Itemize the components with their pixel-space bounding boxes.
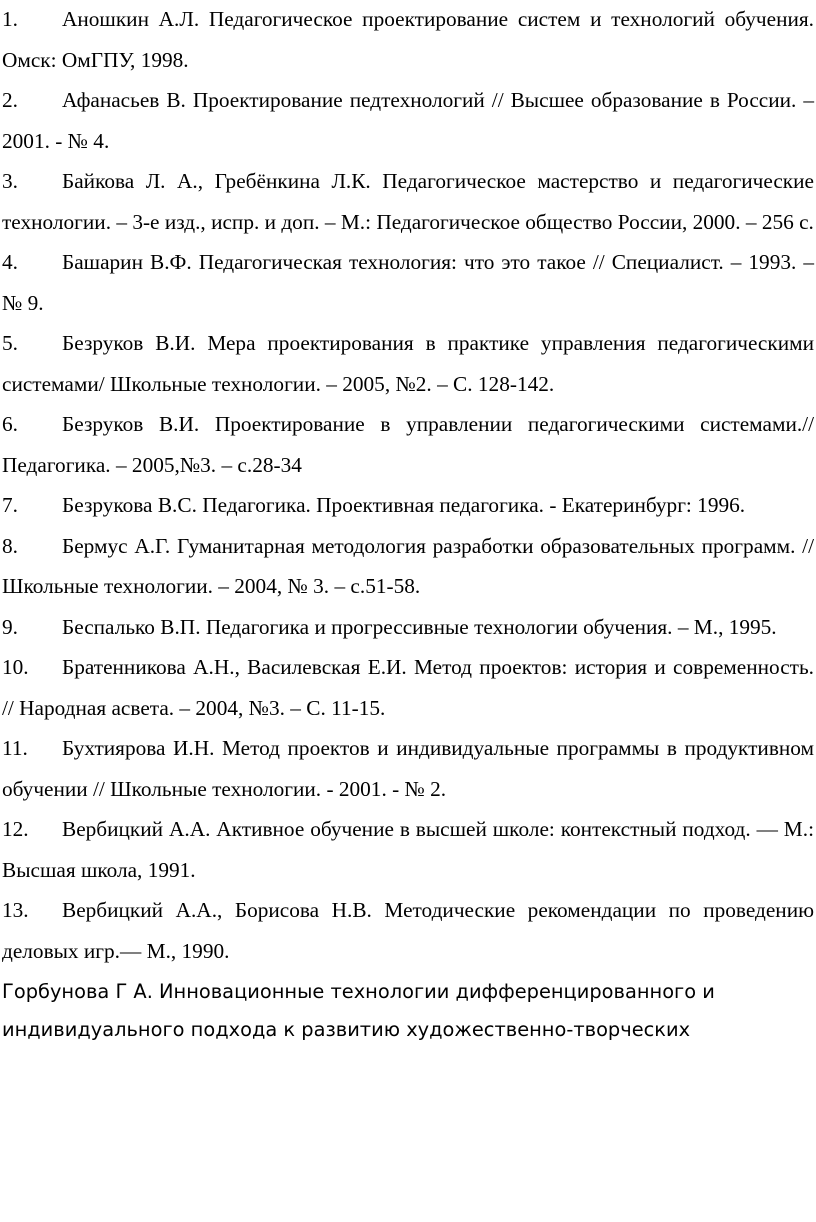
reference-item: [2, 404, 814, 485]
reference-number: 7.: [2, 493, 18, 517]
reference-text: Братенникова А.Н., Василевская Е.И. Метод проектов: история и современность. // Народная асвета. – 2004, №3. – С. 11-15.: [2, 655, 814, 720]
reference-number: 9.: [2, 614, 18, 639]
reference-item: [2, 526, 814, 607]
reference-number: 5.: [2, 331, 18, 355]
reference-text: Бухтиярова И.Н. Метод проектов и индивидуальные программы в продуктивном обучении // Школьные технологии. - 2001. - № 2.: [2, 736, 814, 801]
reference-text: Аношкин А.Л. Педагогическое проектирование систем и технологий обучения. Омск: ОмГПУ, 1998.: [2, 7, 814, 72]
reference-item: [2, 323, 814, 404]
reference-item: [2, 809, 814, 890]
reference-number: 6.: [2, 412, 18, 436]
reference-item: [2, 890, 814, 971]
reference-text: Башарин В.Ф. Педагогическая технология: что это такое // Специалист. – 1993. – № 9.: [2, 250, 814, 315]
reference-item: [2, 0, 814, 80]
reference-text: Беспалько В.П. Педагогика и прогрессивные технологии обучения. – М., 1995.: [62, 614, 777, 639]
trailing-paragraph: Горбунова Г А. Инновационные технологии дифференцированного и индивидуального подхода к развитию художественно-творческих: [2, 980, 715, 1041]
reference-item: [2, 647, 814, 728]
reference-number: 4.: [2, 250, 18, 274]
reference-text: Безруков В.И. Проектирование в управлении педагогическими системами.// Педагогика. – 2005,№3. – с.28-34: [2, 412, 814, 477]
reference-number: 12.: [2, 817, 29, 841]
reference-number: 2.: [2, 88, 18, 112]
reference-number: 13.: [2, 898, 29, 922]
reference-number: 11.: [2, 736, 28, 760]
reference-text: Бермус А.Г. Гуманитарная методология разработки образовательных программ. // Школьные технологии. – 2004, № 3. – с.51-58.: [2, 533, 814, 598]
reference-item: [2, 607, 814, 648]
reference-number: 1.: [2, 7, 18, 31]
reference-item: [2, 242, 814, 323]
reference-text: Вербицкий А.А. Активное обучение в высшей школе: контекстный подход. — М.: Высшая школа, 1991.: [2, 817, 814, 882]
reference-list: [2, 0, 814, 971]
reference-text: Безруков В.И. Мера проектирования в практике управления педагогическими системами/ Школьные технологии. – 2005, №2. – С. 128-142.: [2, 331, 814, 396]
reference-item: [2, 485, 814, 526]
reference-item: [2, 80, 814, 161]
reference-number: 10.: [2, 655, 29, 679]
reference-text: Безрукова В.С. Педагогика. Проективная педагогика. - Екатеринбург: 1996.: [62, 493, 746, 517]
reference-number: 3.: [2, 169, 18, 193]
reference-text: Байкова Л. А., Гребёнкина Л.К. Педагогическое мастерство и педагогические технологии. – 3-е изд., испр. и доп. – М.: Педагогическое общество России, 2000. – 256 с.: [2, 169, 814, 234]
reference-text: Афанасьев В. Проектирование педтехнологий // Высшее образование в России. – 2001. - № 4.: [2, 88, 814, 153]
reference-number: 8.: [2, 533, 18, 558]
reference-item: [2, 728, 814, 809]
reference-item: [2, 161, 814, 242]
reference-text: Вербицкий А.А., Борисова Н.В. Методические рекомендации по проведению деловых игр.— М., 1990.: [2, 898, 814, 963]
